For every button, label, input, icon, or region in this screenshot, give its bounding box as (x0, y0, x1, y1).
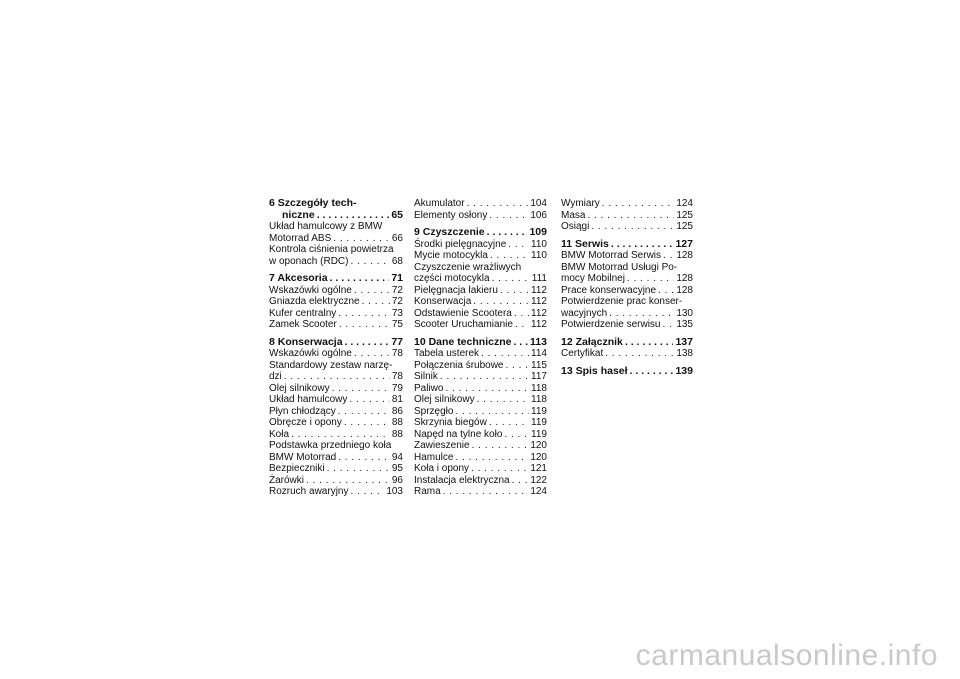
toc-page-number: 75 (391, 319, 403, 330)
toc-leader (354, 348, 390, 360)
toc-leader (350, 256, 389, 268)
toc-leader (611, 239, 674, 251)
toc-entry[interactable] (561, 319, 693, 331)
toc-page-number: 128 (676, 250, 693, 261)
toc-page-number: 120 (530, 451, 547, 463)
toc-leader (490, 250, 529, 262)
toc-entry[interactable] (414, 239, 547, 251)
toc-page-number: 124 (676, 198, 693, 209)
toc-page-number: 112 (531, 296, 547, 307)
toc-heading-label: 10 Dane techniczne (414, 335, 512, 348)
toc-entry-label: Płyn chłodzący (269, 405, 336, 417)
watermark: carmanualsonline.info (635, 639, 938, 672)
toc-leader (487, 227, 528, 239)
toc-page-number: 104 (530, 198, 547, 209)
toc-entry[interactable] (269, 285, 403, 297)
toc-entry-label: Odstawienie Scootera (414, 307, 512, 319)
toc-leader (338, 406, 390, 418)
toc-leader (443, 486, 529, 498)
toc-column-3 (561, 198, 693, 377)
toc-page-number: 139 (675, 364, 693, 377)
toc-entry-label: Napęd na tylne koło (414, 428, 503, 440)
toc-leader (602, 198, 675, 210)
toc-entry[interactable] (269, 486, 403, 498)
toc-page-number: 68 (391, 255, 403, 267)
toc-heading-row[interactable] (561, 366, 693, 378)
toc-leader (477, 394, 529, 406)
toc-entry[interactable] (561, 250, 693, 262)
toc-leader (333, 233, 390, 245)
toc-entry-label: Certyfikat (561, 348, 604, 359)
toc-leader (467, 198, 529, 210)
toc-entry[interactable] (561, 210, 693, 222)
toc-page-number: 128 (676, 273, 693, 284)
toc-entry[interactable] (414, 463, 547, 475)
toc-entry-label: Potwierdzenie serwisu (561, 319, 661, 330)
toc-page-number: 119 (531, 417, 547, 428)
toc-entry[interactable] (269, 308, 403, 320)
toc-entry-label: wacyjnych (561, 307, 608, 319)
toc-entry-label: dzi (269, 371, 282, 382)
toc-page-number: 135 (676, 319, 693, 330)
toc-heading-row[interactable] (561, 337, 693, 349)
toc-leader (506, 360, 530, 372)
toc-entry-label: Skrzynia biegów (414, 417, 487, 428)
toc-leader (284, 371, 390, 383)
toc-leader (306, 475, 390, 487)
toc-leader (609, 308, 674, 320)
toc-page-number: 114 (531, 348, 547, 359)
toc-page-number: 137 (675, 335, 693, 348)
toc-page-number: 71 (391, 272, 403, 284)
toc-leader (605, 348, 674, 360)
toc-page-number: 78 (391, 371, 403, 382)
toc-leader (330, 273, 390, 285)
toc-leader (338, 308, 390, 320)
toc-page-number: 96 (391, 474, 403, 486)
toc-page-number: 65 (391, 208, 403, 221)
toc-page-number: 112 (531, 284, 547, 296)
toc-entry-label: Zawieszenie (414, 440, 470, 451)
toc-leader (627, 273, 674, 285)
toc-entry[interactable] (414, 486, 547, 498)
toc-leader (332, 383, 390, 395)
toc-leader (500, 285, 529, 297)
toc-page-number: 106 (530, 209, 547, 221)
toc-entry-label: mocy Mobilnej (561, 273, 625, 284)
toc-entry-label: Środki pielęgnacyjne (414, 238, 507, 250)
toc-entry[interactable] (269, 452, 403, 464)
toc-page-number: 124 (530, 486, 547, 497)
toc-leader (489, 417, 529, 429)
toc-entry[interactable] (561, 198, 693, 210)
toc-page-number: 122 (530, 474, 547, 486)
toc-entry[interactable] (561, 273, 693, 285)
toc-entry[interactable] (414, 394, 547, 406)
toc-page-number: 112 (531, 307, 547, 319)
toc-page-number: 73 (391, 307, 403, 319)
toc-entry-label: Pielęgnacja lakieru (414, 284, 498, 296)
toc-page-number: 118 (531, 394, 547, 405)
toc-page-number: 95 (391, 463, 403, 474)
toc-entry-label: Rozruch awaryjny (269, 486, 349, 497)
toc-entry-label: Hamulce (414, 451, 454, 463)
toc-page-number: 81 (391, 394, 403, 405)
toc-entry-label: Tabela usterek (414, 348, 480, 359)
toc-leader (663, 250, 674, 262)
toc-leader (317, 210, 390, 222)
toc-entry-line: Potwierdzenie prac konser- (561, 296, 683, 307)
toc-entry-label: Mycie motocykla (414, 250, 488, 261)
toc-page-number: 88 (391, 417, 403, 428)
toc-entry[interactable] (414, 371, 547, 383)
toc-page-number: 125 (676, 209, 693, 221)
toc-entry-label: Kufer centralny (269, 307, 337, 319)
toc-page-number: 112 (531, 319, 547, 330)
toc-page-number: 130 (676, 307, 693, 319)
toc-entry[interactable] (561, 308, 693, 320)
toc-heading-label: 7 Akcesoria (269, 272, 328, 284)
toc-heading-label: 13 Spis haseł (561, 364, 628, 377)
toc-entry-label: Akumulator (414, 198, 465, 209)
toc-heading-row[interactable] (414, 337, 547, 349)
toc-page-number: 117 (531, 371, 547, 382)
toc-entry[interactable] (269, 296, 403, 308)
toc-entry[interactable] (414, 429, 547, 441)
toc-page-number: 119 (531, 405, 547, 417)
toc-entry[interactable] (269, 371, 403, 383)
toc-leader (658, 285, 674, 297)
toc-entry[interactable] (414, 319, 547, 331)
toc-entry[interactable] (269, 429, 403, 441)
toc-leader (455, 406, 529, 418)
toc-leader (481, 348, 529, 360)
toc-heading-label: 8 Konserwacja (269, 335, 343, 348)
toc-entry[interactable] (561, 348, 693, 360)
toc-page-number: 138 (676, 348, 693, 359)
toc-entry-label: Układ hamulcowy (269, 394, 348, 405)
toc-entry-label: Żarówki (269, 474, 305, 486)
toc-entry[interactable] (414, 406, 547, 418)
toc-entry-label: BMW Motorrad (269, 451, 337, 463)
toc-entry[interactable] (414, 250, 547, 262)
toc-entry-label: Silnik (414, 371, 438, 382)
toc-entry-label: Wskazówki ogólne (269, 348, 352, 359)
toc-entry-label: Koła i opony (414, 463, 470, 474)
toc-page-number: 120 (530, 440, 547, 451)
toc-column-1 (269, 198, 403, 498)
toc-entry-label: BMW Motorrad Serwis (561, 250, 662, 261)
toc-page-number: 127 (675, 237, 693, 250)
toc-leader (630, 366, 674, 378)
toc-leader (338, 452, 390, 464)
toc-heading-label: 11 Serwis (561, 237, 609, 250)
toc-leader (512, 475, 529, 487)
toc-entry[interactable] (269, 406, 403, 418)
toc-page-number: 119 (531, 428, 547, 440)
toc-leader (504, 429, 529, 441)
toc-entry-line: Czyszczenie wrażliwych (414, 261, 522, 273)
toc-entry-label: Scooter Uruchamianie (414, 319, 513, 330)
toc-entry-label: Wskazówki ogólne (269, 284, 352, 296)
toc-page-number: 110 (531, 238, 547, 250)
toc-leader (663, 319, 675, 331)
toc-entry[interactable] (269, 233, 403, 245)
toc-entry[interactable] (414, 273, 547, 285)
toc-heading-label: niczne (282, 208, 315, 221)
toc-entry-line: Układ hamulcowy z BMW (269, 221, 383, 232)
toc-leader (591, 221, 674, 233)
toc-leader (339, 319, 390, 331)
toc-heading-row[interactable] (269, 273, 403, 285)
toc-entry-label: Gniazda elektryczne (269, 296, 360, 307)
toc-entry-line: Kontrola ciśnienia powietrza (269, 244, 394, 255)
toc-page-number: 111 (531, 273, 547, 284)
toc-page-number: 86 (391, 405, 403, 417)
toc-heading-row[interactable] (561, 239, 693, 251)
toc-entry-label: Zamek Scooter (269, 319, 337, 330)
toc-heading: 6 Szczegóły tech- (269, 197, 357, 209)
toc-page-number: 94 (391, 451, 403, 463)
toc-page-number: 109 (529, 226, 547, 238)
toc-entry-line: Standardowy zestaw narzę- (269, 359, 393, 371)
toc-leader (515, 319, 529, 331)
toc-entry[interactable] (269, 394, 403, 406)
toc-page-number: 88 (391, 428, 403, 440)
toc-entry[interactable] (414, 348, 547, 360)
toc-page-number: 118 (531, 382, 547, 394)
toc-heading-label: 9 Czyszczenie (414, 226, 485, 238)
toc-column-2 (414, 198, 547, 498)
toc-leader (492, 273, 530, 285)
toc-page-number: 103 (386, 486, 403, 497)
toc-entry[interactable] (269, 475, 403, 487)
toc-entry[interactable] (414, 296, 547, 308)
toc-entry[interactable] (414, 452, 547, 464)
toc-leader (344, 417, 390, 429)
toc-leader (471, 463, 528, 475)
toc-leader (345, 337, 390, 349)
toc-entry[interactable] (269, 463, 403, 475)
toc-entry-label: Paliwo (414, 382, 444, 394)
toc-leader (587, 210, 674, 222)
toc-page-number: 110 (531, 250, 547, 261)
toc-entry[interactable] (414, 285, 547, 297)
toc-leader (440, 371, 529, 383)
toc-entry[interactable] (269, 256, 403, 268)
toc-entry-label: Olej silnikowy (414, 394, 475, 405)
toc-entry[interactable] (269, 417, 403, 429)
toc-entry[interactable] (414, 417, 547, 429)
toc-entry-label: Osiągi (561, 221, 590, 232)
toc-entry[interactable] (414, 475, 547, 487)
toc-page-number: 77 (391, 335, 403, 348)
toc-entry-label: Bezpieczniki (269, 463, 325, 474)
toc-entry-label: w oponach (RDC) (269, 255, 349, 267)
toc-entry[interactable] (561, 221, 693, 233)
toc-page-number: 115 (531, 359, 547, 371)
toc-leader (349, 394, 390, 406)
toc-leader (455, 452, 528, 464)
toc-entry-label: Rama (414, 486, 441, 497)
toc-entry-label: Koła (269, 428, 290, 440)
toc-leader (513, 337, 528, 349)
toc-leader (508, 239, 529, 251)
toc-entry-line: Podstawka przedniego koła (269, 440, 392, 451)
toc-entry-label: Połączenia śrubowe (414, 359, 504, 371)
toc-entry-label: Masa (561, 209, 586, 221)
toc-entry-label: Sprzęgło (414, 405, 454, 417)
toc-leader (489, 210, 528, 222)
toc-heading-label: 12 Załącznik (561, 335, 623, 348)
toc-entry-label: Motorrad ABS (269, 232, 332, 244)
toc-page-number: 79 (391, 382, 403, 394)
toc-entry[interactable] (414, 308, 547, 320)
toc-entry-label: części motocykla (414, 273, 490, 284)
toc-leader (472, 440, 529, 452)
toc-page-number: 125 (676, 221, 693, 232)
toc-leader (291, 429, 390, 441)
toc-entry[interactable] (414, 440, 547, 452)
toc-heading-row[interactable] (269, 337, 403, 349)
toc-page-number: 72 (391, 296, 403, 307)
toc-entry-label: Instalacja elektryczna (414, 474, 510, 486)
toc-entry[interactable] (414, 210, 547, 222)
toc-leader (625, 337, 674, 349)
toc-heading-row[interactable] (269, 210, 403, 222)
toc-entry[interactable] (561, 285, 693, 297)
toc-page-number: 72 (391, 284, 403, 296)
toc-entry-label: Obręcze i opony (269, 417, 342, 428)
toc-leader (354, 285, 390, 297)
toc-page-number: 128 (676, 284, 693, 296)
toc-entry[interactable] (414, 198, 547, 210)
toc-leader (473, 296, 529, 308)
toc-entry-label: Wymiary (561, 198, 600, 209)
toc-leader (362, 296, 390, 308)
toc-leader (445, 383, 529, 395)
toc-entry[interactable] (414, 383, 547, 395)
toc-entry[interactable] (269, 383, 403, 395)
toc-entry[interactable] (269, 319, 403, 331)
toc-entry-label: Prace konserwacyjne (561, 284, 657, 296)
toc-entry-label: Konserwacja (414, 296, 472, 307)
toc-entry[interactable] (269, 348, 403, 360)
toc-heading-row[interactable] (414, 227, 547, 239)
toc-entry[interactable] (414, 360, 547, 372)
toc-page-number: 121 (530, 463, 547, 474)
toc-entry-label: Olej silnikowy (269, 382, 330, 394)
toc-page-number: 78 (391, 348, 403, 359)
toc-leader (514, 308, 529, 320)
toc-page-number: 66 (391, 232, 403, 244)
toc-entry-label: Elementy osłony (414, 209, 488, 221)
toc-leader (350, 486, 384, 498)
toc-leader (327, 463, 390, 475)
toc-entry-line: BMW Motorrad Usługi Po- (561, 261, 678, 273)
toc-page-number: 113 (530, 335, 547, 348)
